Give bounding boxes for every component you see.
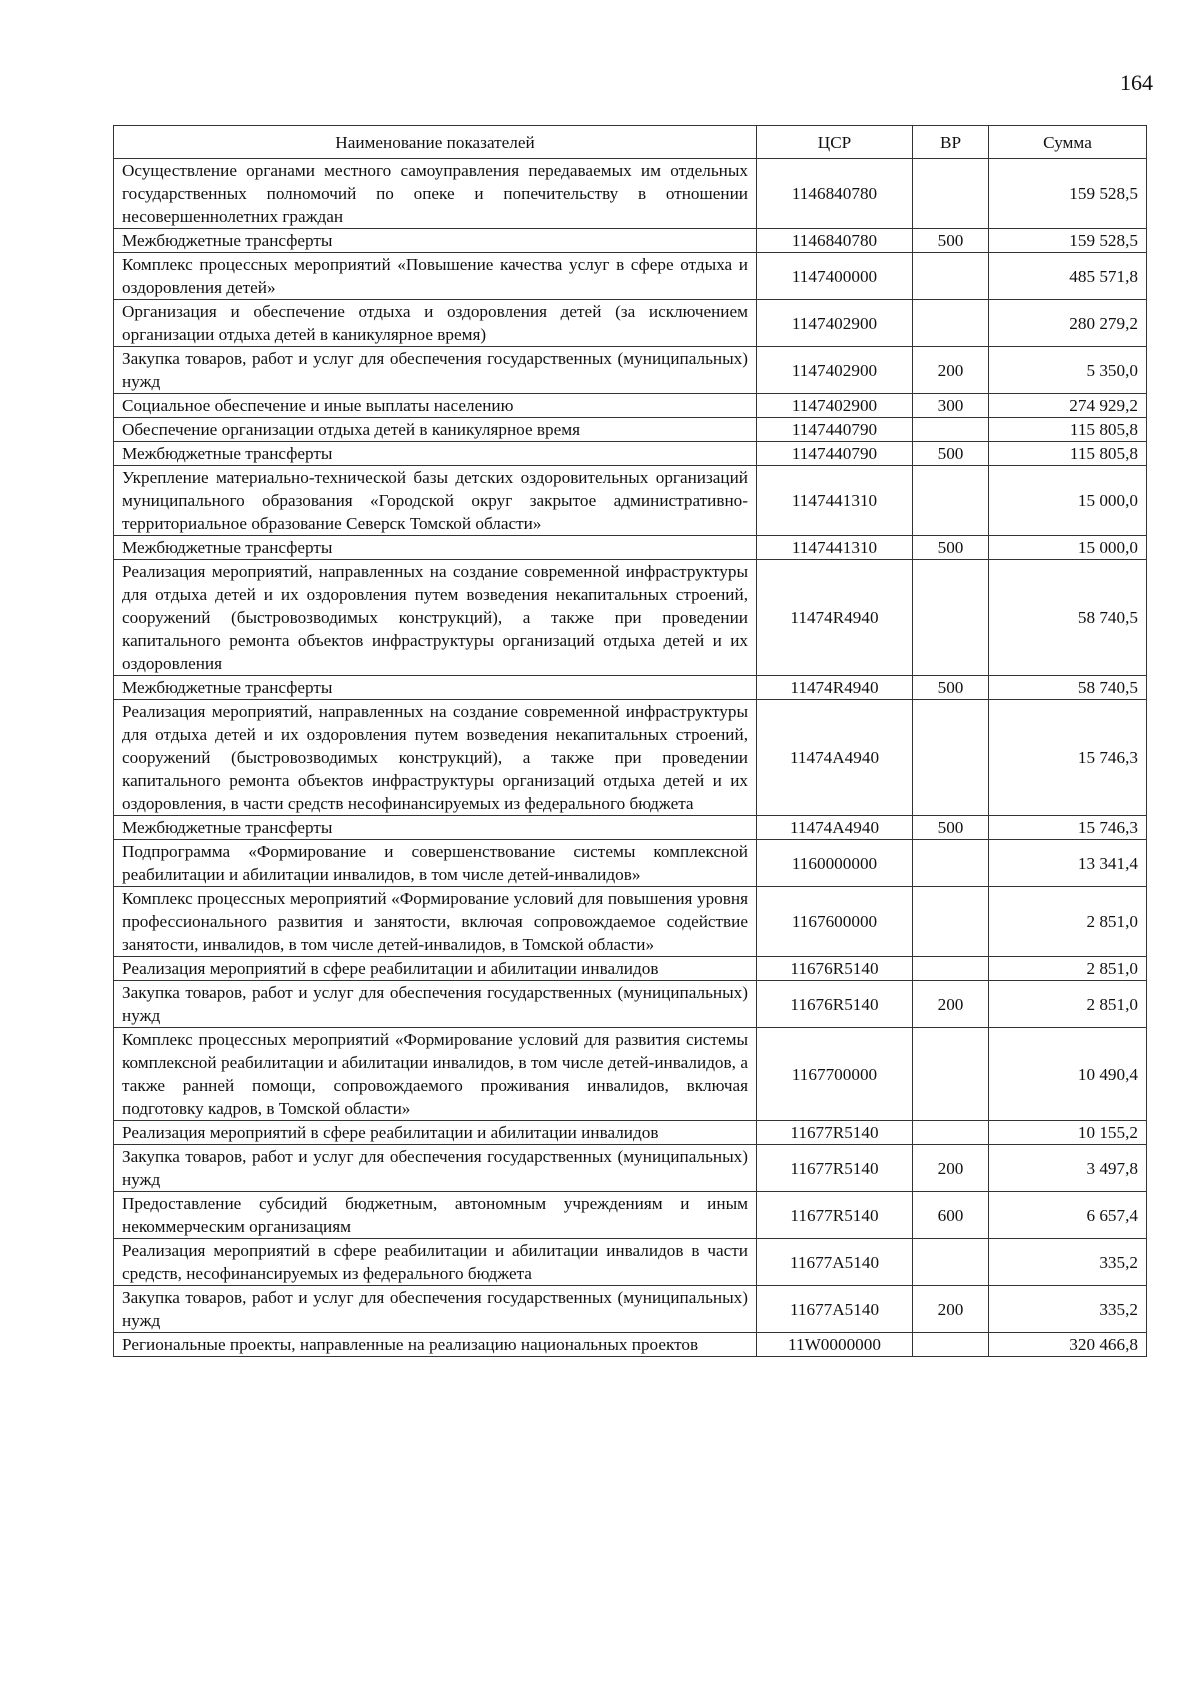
table-row	[114, 442, 1147, 466]
row-name: Реализация мероприятий, направленных на создание современной инфраструктуры для отдыха детей и их оздоровления путем возведения некапитальных строений, сооружений (быстровозводимых конструкций), а также при проведении капитального ремонта объектов инфраструктуры организаций отдыха детей и их оздоровления	[114, 560, 757, 676]
row-name: Укрепление материально-технической базы детских оздоровительных организаций муниципального образования «Городской округ закрытое административно-территориальное образование Северск Томской области»	[114, 466, 757, 536]
row-csr: 1147440790	[757, 418, 913, 442]
row-csr: 1147402900	[757, 347, 913, 394]
row-sum: 159 528,5	[989, 229, 1147, 253]
row-csr: 1146840780	[757, 229, 913, 253]
row-csr: 1160000000	[757, 840, 913, 887]
table-row	[114, 466, 1147, 536]
row-vr	[913, 560, 989, 676]
table-row	[114, 1145, 1147, 1192]
row-sum: 2 851,0	[989, 981, 1147, 1028]
row-sum: 15 746,3	[989, 816, 1147, 840]
row-csr: 11677A5140	[757, 1239, 913, 1286]
row-vr	[913, 887, 989, 957]
row-name: Межбюджетные трансферты	[114, 676, 757, 700]
row-csr: 1167600000	[757, 887, 913, 957]
row-sum: 335,2	[989, 1239, 1147, 1286]
row-sum: 15 746,3	[989, 700, 1147, 816]
row-sum: 13 341,4	[989, 840, 1147, 887]
header-sum: Сумма	[989, 126, 1147, 159]
page-number: 164	[1120, 70, 1153, 95]
row-vr: 200	[913, 1286, 989, 1333]
row-csr: 11676R5140	[757, 957, 913, 981]
row-vr: 200	[913, 347, 989, 394]
row-sum: 280 279,2	[989, 300, 1147, 347]
row-name: Закупка товаров, работ и услуг для обеспечения государственных (муниципальных) нужд	[114, 981, 757, 1028]
row-csr: 1167700000	[757, 1028, 913, 1121]
table-row	[114, 1239, 1147, 1286]
table-row	[114, 159, 1147, 229]
row-csr: 11676R5140	[757, 981, 913, 1028]
row-vr	[913, 466, 989, 536]
table-body	[114, 159, 1147, 1357]
row-vr	[913, 1333, 989, 1357]
row-vr	[913, 700, 989, 816]
row-name: Закупка товаров, работ и услуг для обеспечения государственных (муниципальных) нужд	[114, 347, 757, 394]
row-name: Закупка товаров, работ и услуг для обеспечения государственных (муниципальных) нужд	[114, 1145, 757, 1192]
row-csr: 1147441310	[757, 466, 913, 536]
row-name: Комплекс процессных мероприятий «Формирование условий для развития системы комплексной реабилитации и абилитации инвалидов, в том числе детей-инвалидов, а также ранней помощи, сопровождаемого проживания инвалидов, включая подготовку кадров, в Томской области»	[114, 1028, 757, 1121]
row-name: Межбюджетные трансферты	[114, 816, 757, 840]
row-csr: 11W0000000	[757, 1333, 913, 1357]
table-row	[114, 560, 1147, 676]
row-csr: 11677R5140	[757, 1145, 913, 1192]
row-name: Социальное обеспечение и иные выплаты населению	[114, 394, 757, 418]
row-name: Подпрограмма «Формирование и совершенствование системы комплексной реабилитации и абилитации инвалидов, в том числе детей-инвалидов»	[114, 840, 757, 887]
row-name: Обеспечение организации отдыха детей в каникулярное время	[114, 418, 757, 442]
row-vr: 200	[913, 1145, 989, 1192]
table-row	[114, 394, 1147, 418]
table-header-row	[114, 126, 1147, 159]
row-vr: 500	[913, 536, 989, 560]
table-row	[114, 229, 1147, 253]
row-name: Организация и обеспечение отдыха и оздоровления детей (за исключением организации отдыха детей в каникулярное время)	[114, 300, 757, 347]
row-csr: 1147441310	[757, 536, 913, 560]
row-csr: 1146840780	[757, 159, 913, 229]
row-name: Межбюджетные трансферты	[114, 536, 757, 560]
table-row	[114, 676, 1147, 700]
table-row	[114, 1286, 1147, 1333]
row-name: Комплекс процессных мероприятий «Формирование условий для повышения уровня профессионального развития и занятости, включая сопровождаемое содействие занятости, инвалидов, в том числе детей-инвалидов, в Томской области»	[114, 887, 757, 957]
row-csr: 1147402900	[757, 300, 913, 347]
row-sum: 274 929,2	[989, 394, 1147, 418]
row-sum: 3 497,8	[989, 1145, 1147, 1192]
row-name: Предоставление субсидий бюджетным, автономным учреждениям и иным некоммерческим организациям	[114, 1192, 757, 1239]
row-csr: 11474A4940	[757, 816, 913, 840]
row-sum: 15 000,0	[989, 536, 1147, 560]
table-row	[114, 700, 1147, 816]
table-row	[114, 1333, 1147, 1357]
row-name: Закупка товаров, работ и услуг для обеспечения государственных (муниципальных) нужд	[114, 1286, 757, 1333]
header-csr: ЦСР	[757, 126, 913, 159]
row-sum: 115 805,8	[989, 442, 1147, 466]
row-vr: 500	[913, 676, 989, 700]
table-row	[114, 418, 1147, 442]
row-sum: 6 657,4	[989, 1192, 1147, 1239]
row-vr	[913, 418, 989, 442]
row-vr: 500	[913, 229, 989, 253]
row-sum: 5 350,0	[989, 347, 1147, 394]
budget-table	[113, 125, 1147, 1357]
table-row	[114, 253, 1147, 300]
table-row	[114, 840, 1147, 887]
table-row	[114, 1121, 1147, 1145]
header-vr: ВР	[913, 126, 989, 159]
row-vr	[913, 300, 989, 347]
row-vr	[913, 159, 989, 229]
row-vr: 300	[913, 394, 989, 418]
row-name: Реализация мероприятий в сфере реабилитации и абилитации инвалидов	[114, 1121, 757, 1145]
row-sum: 10 155,2	[989, 1121, 1147, 1145]
table-row	[114, 300, 1147, 347]
row-name: Комплекс процессных мероприятий «Повышение качества услуг в сфере отдыха и оздоровления детей»	[114, 253, 757, 300]
row-vr	[913, 1028, 989, 1121]
row-sum: 58 740,5	[989, 676, 1147, 700]
row-name: Осуществление органами местного самоуправления передаваемых им отдельных государственных полномочий по опеке и попечительству в отношении несовершеннолетних граждан	[114, 159, 757, 229]
row-csr: 11474A4940	[757, 700, 913, 816]
row-name: Региональные проекты, направленные на реализацию национальных проектов	[114, 1333, 757, 1357]
row-csr: 1147440790	[757, 442, 913, 466]
row-vr: 500	[913, 816, 989, 840]
table-row	[114, 1192, 1147, 1239]
row-csr: 11677R5140	[757, 1192, 913, 1239]
row-sum: 2 851,0	[989, 887, 1147, 957]
row-name: Межбюджетные трансферты	[114, 442, 757, 466]
row-csr: 11677A5140	[757, 1286, 913, 1333]
row-sum: 335,2	[989, 1286, 1147, 1333]
table-row	[114, 816, 1147, 840]
table-row	[114, 347, 1147, 394]
table-row	[114, 981, 1147, 1028]
row-name: Реализация мероприятий в сфере реабилитации и абилитации инвалидов в части средств, несофинансируемых из федерального бюджета	[114, 1239, 757, 1286]
row-vr	[913, 253, 989, 300]
table-row	[114, 536, 1147, 560]
table-row	[114, 1028, 1147, 1121]
row-sum: 159 528,5	[989, 159, 1147, 229]
row-sum: 485 571,8	[989, 253, 1147, 300]
row-vr	[913, 1239, 989, 1286]
row-vr	[913, 1121, 989, 1145]
header-name: Наименование показателей	[114, 126, 757, 159]
row-sum: 320 466,8	[989, 1333, 1147, 1357]
row-sum: 10 490,4	[989, 1028, 1147, 1121]
table-row	[114, 957, 1147, 981]
row-name: Реализация мероприятий, направленных на создание современной инфраструктуры для отдыха детей и их оздоровления путем возведения некапитальных строений, сооружений (быстровозводимых конструкций), а также при проведении капитального ремонта объектов инфраструктуры организаций отдыха детей и их оздоровления, в части средств несофинансируемых из федерального бюджета	[114, 700, 757, 816]
row-sum: 2 851,0	[989, 957, 1147, 981]
row-vr	[913, 957, 989, 981]
row-csr: 1147402900	[757, 394, 913, 418]
row-name: Межбюджетные трансферты	[114, 229, 757, 253]
row-csr: 11677R5140	[757, 1121, 913, 1145]
row-vr: 600	[913, 1192, 989, 1239]
row-sum: 58 740,5	[989, 560, 1147, 676]
row-sum: 15 000,0	[989, 466, 1147, 536]
row-sum: 115 805,8	[989, 418, 1147, 442]
row-csr: 11474R4940	[757, 560, 913, 676]
table-row	[114, 887, 1147, 957]
row-vr: 200	[913, 981, 989, 1028]
row-vr: 500	[913, 442, 989, 466]
row-csr: 1147400000	[757, 253, 913, 300]
row-name: Реализация мероприятий в сфере реабилитации и абилитации инвалидов	[114, 957, 757, 981]
row-vr	[913, 840, 989, 887]
row-csr: 11474R4940	[757, 676, 913, 700]
